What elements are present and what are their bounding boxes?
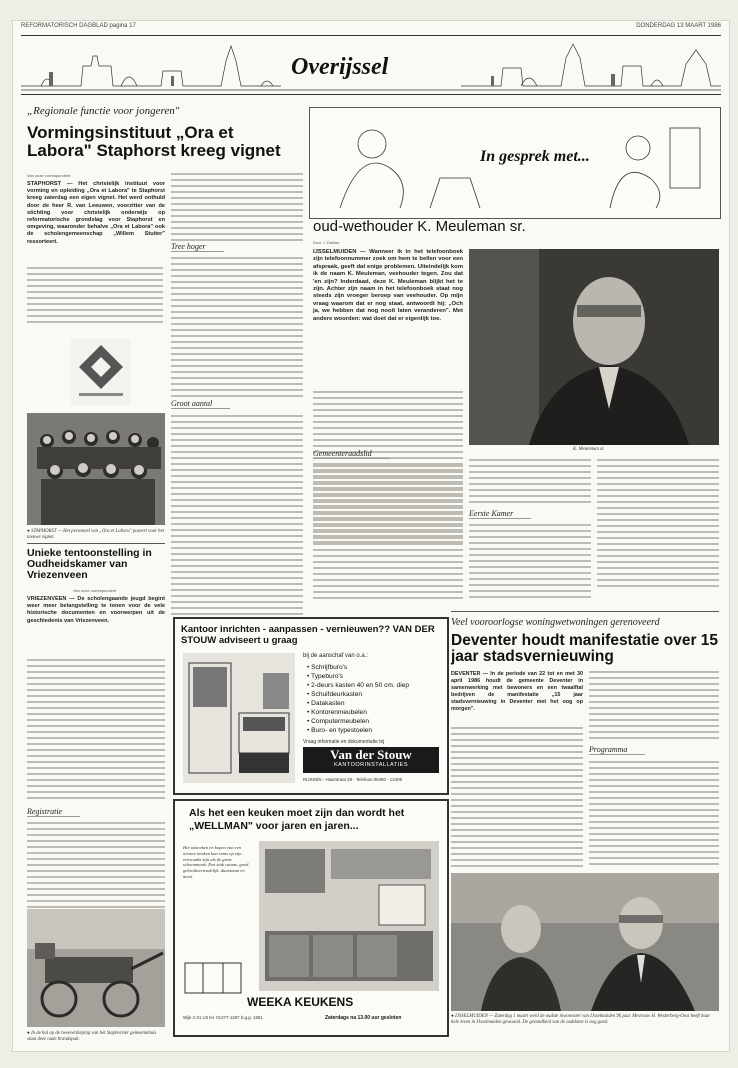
article4-headline: Deventer houdt manifestatie over 15 jaar stadsvernieuwing [451, 632, 719, 666]
ad1-product-list [307, 663, 409, 735]
westerberg-photo [451, 873, 719, 1011]
article3-byline: Door J. Dekker [313, 240, 340, 245]
ad1-furniture-illustration [183, 653, 295, 783]
ad-van-der-stouw [173, 617, 449, 795]
vignet-logo [71, 339, 131, 405]
article1-subhead-tree-hoger: Tree hoger [171, 242, 224, 252]
article4-body-col1 [451, 727, 583, 871]
article3-subhead-gemeenteraadslid: Gemeenteraadslid [313, 449, 390, 459]
article2-lead: VRIEZENVEEN — De scholengaande jeugd begint weer meer belangstelling te tonen voor de vele historische documenten en voorwerpen uit de geschiedenis van Vriezenveen. [27, 596, 165, 624]
article3-photo-caption: K. Meuleman sr. [573, 447, 605, 452]
rule [451, 611, 719, 612]
article2-body-col1 [27, 659, 165, 803]
ad-weeka-keukens [173, 799, 449, 1037]
ad1-brand-block [303, 747, 439, 773]
ad1-intro: bij de aanschaf van o.a.: [303, 653, 369, 659]
article1-body-col2-mid [171, 257, 303, 401]
section-title: Overijssel [291, 54, 389, 80]
article3-body-col3 [597, 459, 719, 591]
article2-headline: Unieke tentoonstelling in Oudheidskamer van Vriezenveen [27, 547, 152, 582]
ad1-item: • Datakasten [307, 700, 345, 707]
ad2-text: Het uitzoeken en kopen van een nieuwe keuken kan soms op zijn eenvoudst zijn als de grote schoonmaak. Een stuk ruimte, goed, gebruiksvriendelijk, duurzaam en mooi. [183, 845, 250, 879]
interview-kicker: In gesprek met... [480, 148, 590, 165]
article4-lead: DEVENTER — In de periode van 22 tot en met 30 april 1986 houdt de gemeente Deventer in samenwerking met bewoners en een twaalftal bedrijven de manifestatie „15 jaar stadsvernieuwing in Deventer met het oog op morgen". [451, 671, 583, 712]
ad1-item: • Schuifdeurkasten [307, 691, 363, 698]
ad2-floorplan-icon [183, 961, 243, 995]
article4-body-col2 [589, 671, 719, 743]
article3-body-col2-b [469, 524, 591, 602]
ad1-item: • Typeburo's [307, 673, 344, 680]
article4-body-col2-b [589, 761, 719, 869]
article4-photo-caption: ● IJSSELMUIDEN — Zaterdag 1 maart werd de oudste inwoonster van IJsselmuiden 96 jaar. Mevrouw H. Westerberg-Oost heeft haar hele leven in IJsselmuiden gewoond. De gezondheid van de ouddame is nog goed. [451, 1014, 711, 1025]
ad1-brand-sub: KANTOORINSTALLATIES [334, 762, 408, 768]
ad1-item: • Kontorenmeubelen [307, 709, 367, 716]
page-header [21, 23, 721, 33]
staff-group-photo [27, 413, 165, 525]
newspaper-page [12, 20, 730, 1052]
article1-photo-caption: ● STAPHORST — Het personeel van „Ora et Labora" poseert voor het nieuwe vignet. [27, 529, 165, 540]
article3-lead: IJSSELMUIDEN — Wanneer ik in het telefoonboek zijn telefoonnummer zoek om hem te bellen voor een afspraak, geeft dat enige problemen. Uiteindelijk kom ik de naam K. Meuleman, veehouder tegen. Zou dat 'en zijn? Inderdaad, deze K. Meuleman blijkt het te zijn. Achter zijn naam in het telefoonboek staat nog steeds zijn vroeger beroep van veehouder. Op mijn vraag waarom dat er nog staat, antwoordt hij: „Och ja, we hebben dat nog nooit laten veranderen". Met andere woorden: wat doet dat er eigenlijk toe. [313, 249, 463, 322]
article1-body-col2-bottom [171, 415, 303, 619]
paper-date: DONDERDAG 13 MAART 1986 [636, 23, 721, 29]
article4-kicker: Veel vooroorlogse woningwetwoningen gerenoveerd [451, 617, 660, 628]
ad1-item: • Computermeubelen [307, 718, 370, 725]
article1-kicker: „Regionale functie voor jongeren" [27, 105, 180, 117]
article3-body-col1-b [313, 465, 463, 603]
fire-engine-photo [27, 909, 165, 1027]
article2-subhead-registratie: Registratie [27, 807, 80, 817]
ad1-address: RIJSSEN - Haarstraat 28 - Telefoon 05480 - 12406 [303, 777, 403, 782]
ad1-headline: Kantoor inrichten - aanpassen - vernieuwen?? VAN DER STOUW adviseert u graag [181, 624, 435, 646]
article1-body-col1 [27, 267, 163, 327]
section-banner [21, 35, 721, 95]
meuleman-portrait-photo [469, 249, 719, 445]
article1-lead: STAPHORST — Het christelijk instituut voor vorming en opleiding „Ora et Labora" te Staphorst kreeg zaterdag een eigen vignet. Het werd onthuld door de heer R. van Leeuwen, voorzitter van de stichting voor christelijk onderwijs op reformatorische grondslag voor Staphorst en omgeving, waaronder behalve „Ora et Labora" ook de scholengemeenschap „Willem Stuiter" ressorteert. [27, 181, 165, 245]
article1-body-col2-top [171, 173, 303, 245]
ad1-item: • 2-deurs kasten 40 en 50 cm. diep [307, 682, 410, 689]
ad1-info: Vraag informatie en dokumentatie bij [303, 739, 385, 745]
article3-headline: oud-wethouder K. Meuleman sr. [313, 218, 526, 235]
ad1-item: • Buro- en typestoelen [307, 727, 372, 734]
ad2-brand: WEEKA KEUKENS [247, 995, 354, 1009]
ad2-headline: Als het een keuken moet zijn dan wordt het „WELLMAN" voor jaren en jaren... [189, 807, 405, 832]
article1-headline: Vormingsinstituut „Ora et Labora" Staphorst kreeg vignet [27, 123, 281, 160]
paper-name: REFORMATORISCH DAGBLAD pagina 17 [21, 23, 136, 29]
ad1-brand: Van der Stouw [330, 747, 412, 762]
ad2-kitchen-photo [259, 841, 439, 991]
ad2-address: Wijk 2-31 Uit tel. 01277-1257 b.g.g. 1661 [183, 1015, 263, 1020]
ad2-hours: Zaterdags na 13.00 uur gesloten [325, 1015, 402, 1021]
article3-body-col2 [469, 459, 591, 507]
article2-photo-caption: ● In de hal op de tweeverdieping van het Staphorster gemeentehuis staat deze oude brandspuit. [27, 1031, 157, 1042]
article3-subhead-eerste-kamer: Eerste Kamer [469, 509, 531, 519]
rule [27, 543, 165, 544]
article1-byline: Van onze correspondent [27, 173, 71, 178]
ad1-item: • Schrijfburo's [307, 664, 348, 671]
article1-subhead-groot-aantal: Groot aantal [171, 399, 230, 409]
article2-byline: Van onze correspondent [73, 588, 117, 593]
article4-subhead-programma: Programma [589, 745, 645, 755]
interview-header-box [309, 107, 721, 219]
